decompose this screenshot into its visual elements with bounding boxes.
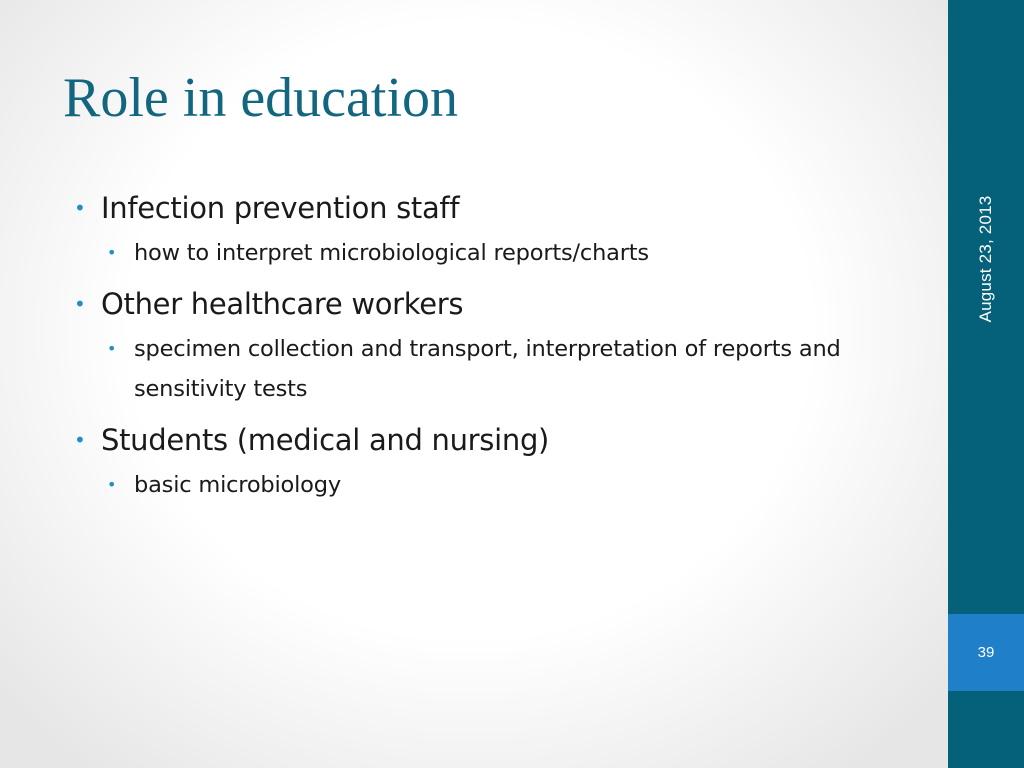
bullet-text: Infection prevention staff — [101, 191, 460, 225]
bullet-list — [74, 188, 874, 505]
sub-bullet-item — [107, 233, 874, 273]
sub-bullet-text: basic microbiology — [134, 472, 341, 498]
bullet-item — [74, 420, 874, 460]
bullet-item — [74, 284, 874, 324]
sub-bullet-icon: • — [107, 475, 117, 494]
sub-bullet-icon: • — [107, 339, 117, 358]
bullet-item — [74, 188, 874, 228]
bullet-icon: • — [74, 428, 86, 452]
page-number: 39 — [977, 644, 995, 661]
sub-bullet-item — [107, 465, 874, 505]
bullet-text: Students (medical and nursing) — [101, 423, 550, 457]
slide-title: Role in education — [63, 67, 459, 129]
bullet-icon: • — [74, 292, 86, 316]
date-container — [948, 185, 1024, 333]
bullet-text: Other healthcare workers — [101, 287, 464, 321]
bullet-icon: • — [74, 196, 86, 220]
sub-bullet-text: specimen collection and transport, interpretation of reports and sensitivity tests — [134, 336, 841, 402]
slide-date: August 23, 2013 — [976, 195, 995, 323]
sub-bullet-text: how to interpret microbiological reports/charts — [134, 240, 649, 266]
sub-bullet-icon: • — [107, 243, 117, 262]
page-number-box — [948, 614, 1024, 691]
sub-bullet-item — [107, 329, 864, 409]
